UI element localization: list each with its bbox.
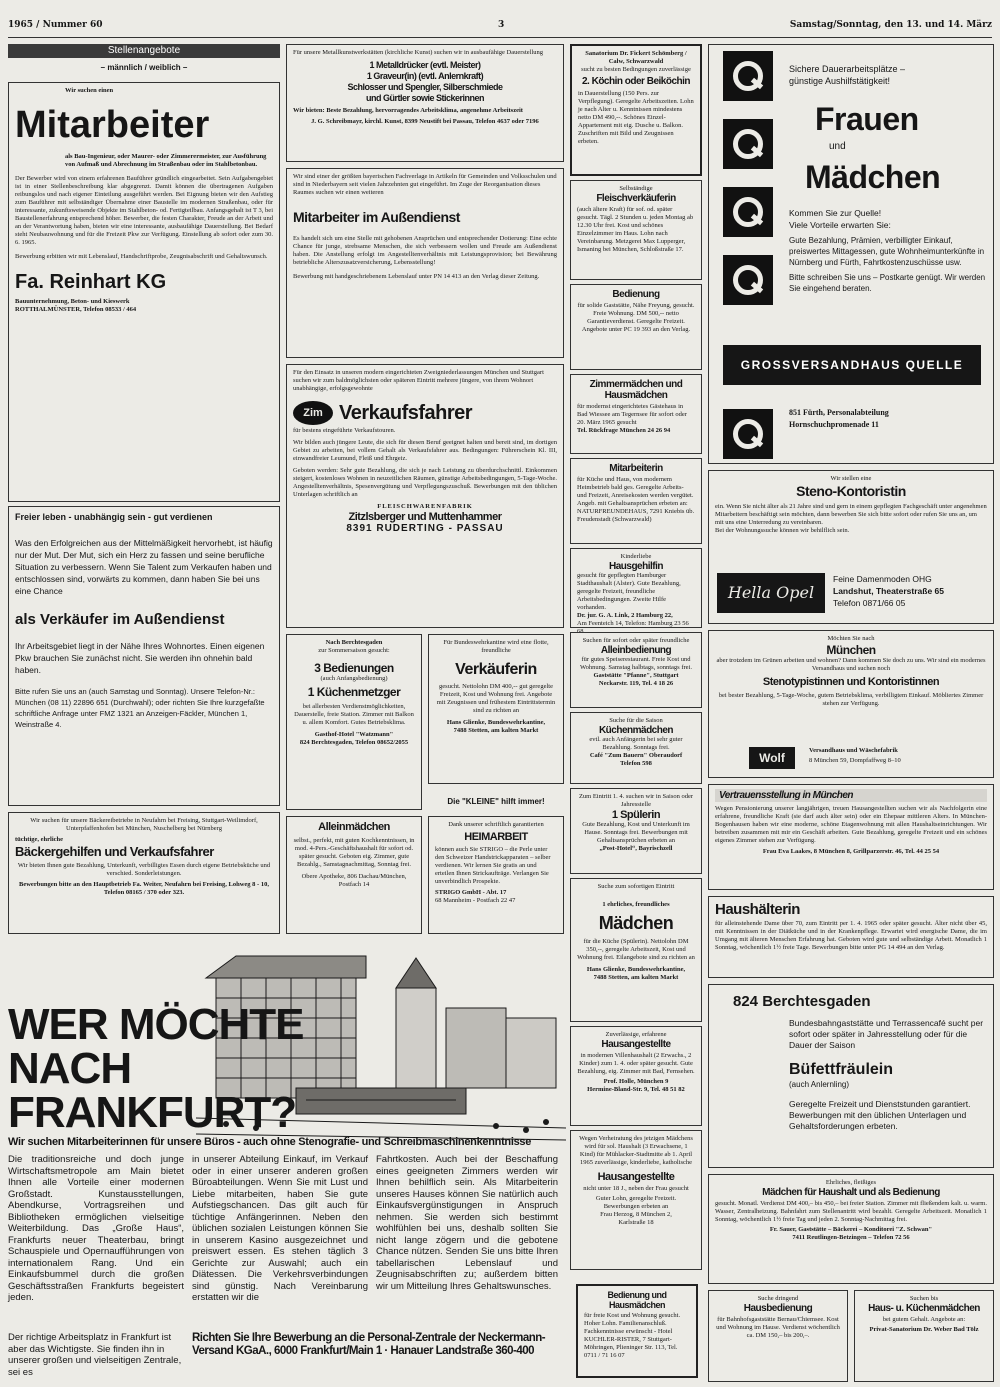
ad-laakes (708, 784, 994, 890)
neckermann-headline-2: NACH (8, 1044, 132, 1093)
schreibmayr-item-1: 1 Metalldrücker (evtl. Meister) (369, 60, 481, 70)
column-2 (286, 44, 564, 944)
quelle-und: und (829, 141, 846, 152)
holle-intro: Zuverlässige, erfahrene (605, 1031, 667, 1038)
reinhart-company: Fa. Reinhart KG (15, 271, 167, 293)
post-body: Gute Bezahlung, Kost und Unterkunft im Hause. Sonntags frei. Bewerbungen mit Gehaltsansprüchen erbeten an (582, 821, 690, 844)
ad-haushaelterin (708, 896, 994, 978)
opel-company-1: Feine Damenmoden OHG (833, 574, 932, 584)
berch-sub: (auch Anlernling) (789, 1080, 850, 1089)
opel-body-2: Bei der Wohnungssuche können wir behilflich sein. (715, 527, 850, 534)
post-intro: Zum Eintritt 1. 4. suchen wir in Saison oder Jahresstelle (578, 793, 694, 808)
schwan-intro: Ehrliches, fleißiges (825, 1179, 877, 1186)
zim-intro: Für den Einsatz in unseren modern eingerichteten Zweigniederlassungen München und Stuttgart suchen wir zum baldmöglichsten oder späteren Eintritt mehrere jüngere, von ihrem Wohnort unabhängige, erfolgsgewohnte (293, 369, 544, 392)
opel-intro: Wir stellen eine (830, 475, 872, 482)
laakes-body: Wegen Pensionierung unserer langjährigen, treuen Hausangestellten suchen wir als Nachfolgerin eine erfahrene, freundliche Kraft (sie darf auch älter sein) oder ein Ehepaar mittleren Alters. In München-Bogenhausen haben wir eine moderne, schöne Etagenwohnung mit allen Haushaltseinrichtungen. Wir betreiben zusammen mit mir ein Geschäft arbeiten. Gute Bezahlung, geregelte Freizeit und ein schönes eigenes Zimmer stehen zur Verfügung. (715, 805, 987, 844)
glienke1-intro: Für Bundeswehrkantine wird eine flotte, freundliche (443, 639, 549, 654)
bernau-title: Hausbedienung (743, 1303, 813, 1314)
watzmann-sub: zur Sommersaison gesucht: (318, 647, 390, 654)
schreibmayr-item-4: und Gürtler sowie Stickerinnen (365, 93, 485, 103)
watzmann-company: Gasthof-Hotel "Watzmann" (314, 731, 394, 738)
ad-alleinmaedchen (286, 816, 422, 934)
quelle-line-6: Bitte schreiben Sie uns – Postkarte genügt. Wir werden Sie eingehend beraten. (789, 273, 986, 293)
verlag-apply: Bewerbung mit handgeschriebenem Lebenslauf unter PN 14 413 an den Verlag dieser Zeitung. (293, 273, 540, 280)
zim-subtitle: für bestens eingeführte Verkaufstouren. (293, 427, 396, 434)
allein-title: Alleinmädchen (318, 821, 390, 833)
opel-body: ein. Wenn Sie nicht älter als 21 Jahre sind und gern in einem gepflegten Fachgeschäft unter angenehmen Mitarbeitern beschäftigt sein möchten, dann bewerben Sie sich bitte sofort oder rufen Sie uns an, um mit uns eine Unterredung zu vereinbaren. (715, 503, 987, 526)
ad-post-hotel (570, 788, 702, 874)
ad-faeckler (8, 506, 280, 806)
quelle-q-icon (723, 409, 773, 459)
column-3 (570, 44, 702, 1384)
verlag-body: Es handelt sich um eine Stelle mit gehobenen Ansprüchen und entsprechender Dotierung: Eine echte Chance für junge, strebsame Menschen, die sich verbessern wollen und Freude am Außendienst haben. Die Anstellung erfolgt im Angestelltenverhältnis mit Leistungsprovision; bei Bewährung betriebliche Alterszusatzversicherung, Lebensstellung! (293, 235, 557, 266)
ad-quelle (708, 44, 994, 464)
bed1-title: Bedienung (612, 289, 660, 300)
schwan-address: 7411 Reutlingen-Betzingen – Telefon 72 56 (792, 1234, 910, 1241)
reinhart-intro: Wir suchen einen (65, 87, 114, 94)
ad-fickert (570, 44, 702, 176)
link-address: Am Feenteich 14, Telefon: Hamburg 23 56 (577, 620, 689, 627)
strigo-title: HEIMARBEIT (464, 831, 528, 843)
lupperger-title: Fleischverkäuferin (596, 193, 676, 204)
zim-title: Verkaufsfahrer (339, 401, 473, 424)
strigo-intro: Dank unserer schriftlich garantierten (448, 821, 544, 828)
ad-mangold (570, 1130, 702, 1270)
issue-number: 1965 / Nummer 60 (8, 20, 103, 30)
watzmann-title-1: 3 Bedienungen (314, 661, 394, 675)
reinhart-body: Der Bewerber wird von einem erfahrenen Bauführer gründlich eingearbeitet. Sein Aufgabengebiet ist in einer Stellenbeschreibung klar abgegrenzt. Damit können die übertragenen Aufgaben reibungslos und nach eigener Einteilung ausgeführt werden. Bei Eignung bieten wir den Aufstieg zum Bauführer mit selbständiger Übernahme einer Baustelle im modernen Straßenbau, oder für interessante, zukunftsweisende Objekte im Stahlbeton- od. Fertigteilbau. Anfangsgehalt ist T 3, bei Baustellenerfahrung entsprechend höher. Bewerber, die festen Charakter, Freude an der Arbeit und an der Verantwortung haben, bieten wir eine interessante, ausbaufähige Dauerstellung. Bei Bedarf steht Neubauwohnung und für die Freizeit Pkw zur Verfügung. Einstellung ab sofort oder zum 30. 6. 1965. (15, 175, 273, 246)
glienke1-title: Verkäuferin (455, 661, 537, 678)
glienke1-company: Hans Glienke, Bundeswehrkantine, (446, 719, 546, 726)
kniebis-body: für Küche und Haus, von modernem Heimbetrieb bald ges. Geregelte Arbeits- und Freizeit, Anreisekosten werden vergütet. Angeb. mit Gehaltsansprüchen erbeten an: NATURFREUNDEHAUS, 7291 Kniebis üb. Freudenstadt (Schwarzwald) (577, 476, 695, 523)
quelle-banner: GROSSVERSANDHAUS QUELLE (723, 345, 981, 385)
hella-opel-logo: Hella Opel (717, 573, 825, 613)
wolf-logo: Wolf (749, 747, 795, 769)
toelz-intro: Suchen bis (909, 1295, 939, 1302)
ad-weiter (8, 812, 280, 934)
weiter-title: Bäckergehilfen und Verkaufsfahrer (15, 844, 214, 859)
ad-schwan (708, 1174, 994, 1284)
faeckler-p2: Ihr Arbeitsgebiet liegt in der Nähe Ihres Wohnortes. Einen eigenen Pkw brauchen Sie zunächst nicht. Sie werden ihn ohnehin bald haben. (15, 641, 265, 675)
weiter-intro: Wir suchen für unsere Bäckereibetriebe in Neufahrn bei Freising, Stuttgart-Weilimdorf, Unterpfaffenhofen bei München, Nuschelberg bei Nürnberg (30, 817, 258, 832)
schreibmayr-item-2: 1 Graveur(in) (evtl. Anlernkraft) (366, 71, 484, 81)
link-body: gesucht für gepflegten Hamburger Stadthaushalt (Alster). Gute Bezahlung, geregelte Freizeit, freundliche Arbeitsbedingungen. Zweite Hilfe vorhanden. (577, 572, 681, 611)
fickert-intro: Sanatorium Dr. Fickert Schömberg / Calw, Schwarzwald (585, 50, 687, 65)
glienke1-address: 7488 Stetten, am kalten Markt (453, 727, 539, 734)
issue-date: Samstag/Sonntag, den 13. und 14. März (789, 20, 992, 30)
laakes-signature: Frau Eva Laakes, 8 München 8, Grillparzerstr. 46, Tel. 44 25 54 (762, 848, 940, 855)
faeckler-headline: Freier leben - unabhängig sein - gut verdienen (15, 512, 213, 522)
masthead (8, 18, 992, 38)
ad-verlag (286, 168, 564, 358)
pfanne-intro: Suchen für sofort oder später freundliche (582, 637, 690, 644)
wolf-company-1: Versandhaus und Wäschefabrik (809, 747, 898, 754)
zim-title-row (293, 401, 557, 425)
wolf-company-2: 8 München 59, Dompfaffweg 8–10 (809, 757, 901, 764)
ad-neckermann (0, 948, 566, 1384)
watzmann-intro: Nach Berchtesgaden (325, 639, 383, 646)
ad-berchtesgaden (708, 984, 994, 1168)
glienke2-intro: Suche zum sofortigen Eintritt (597, 883, 675, 890)
watzmann-address: 824 Berchtesgaden, Telefon 08652/2055 (299, 739, 409, 746)
page-number: 3 (498, 20, 505, 30)
schreibmayr-offer: Wir bieten: Beste Bezahlung, hervorragendes Arbeitsklima, angenehme Arbeitszeit (293, 107, 523, 114)
quelle-q-icon (723, 187, 773, 237)
weiter-apply: Bewerbungen bitte an den Hauptbetrieb Fa. Weiter, Neufahrn bei Freising, Lohweg 8 - 10, Telefon 08165 / 370 oder 323. (19, 881, 269, 896)
mangold-body: Guter Lohn, geregelte Freizeit. Bewerbungen erbeten an (595, 1195, 677, 1210)
tegernsee-body: für modernst eingerichtetes Gästehaus in Bad Wiessee am Tegernsee für sofort oder 20. März 1965 gesucht (577, 403, 687, 426)
schwan-body: gesucht. Monatl. Verdienst DM 400,– bis 450,– bei freier Station. Zimmer mit fließendem kalt. u. warm. Wasser, Zentralheizung. Bahnfahrt zum Stellenantritt wird bezahlt. Geregelte Arbeitszeit. Monatlich 1 Sonntag, wöchentlich 1½ freie Tag und jeden 2. Sonntag-Nachmittag frei. (715, 1200, 987, 1223)
quelle-line-1: Sichere Dauerarbeitsplätze – (789, 64, 906, 74)
mangold-sub: nicht unter 18 J., neben der Frau gesucht (583, 1185, 689, 1192)
quelle-line-2: günstige Aushilfstätigkeit! (789, 76, 891, 86)
schwan-signature: Fr. Sauer, Gaststätte – Bäckerei – Konditorei "Z. Schwan" (769, 1226, 933, 1233)
ad-bernau (708, 1290, 848, 1382)
neckermann-column-1b: Der richtige Arbeitsplatz in Frankfurt ist aber das Wichtigste. Sie finden ihn in unserer großen und vielseitigen Zentrale, sei es (8, 1332, 182, 1378)
glienke2-body: für die Küche (Spülerin). Nettolohn DM 350,--, geregelte Arbeitszeit, Kost und Wohnung frei. Eilangebote sind zu richten an (577, 938, 695, 961)
zim-kind: FLEISCHWARENFABRIK (377, 503, 473, 510)
schwan-title: Mädchen für Haushalt und als Bedienung (762, 1187, 940, 1198)
lupperger-body: (auch ältere Kraft) für sof. od. später gesucht. Tägl. 2 Stunden u. jeden Montag ab 12.30 Uhr frei. Kost und schönes Einzelzimmer im Haus. Lohn nach Vereinbarung. Metzgerei Max Lupperger, Ismaning bei München, Schloßstraße 17. (577, 206, 694, 253)
neckermann-subheadline: Wir suchen Mitarbeiterinnen für unsere Büros - auch ohne Stenografie- und Schreibmaschinenkenntnisse (8, 1136, 532, 1148)
allein-body: selbst., perfekt, mit guten Kochkenntnissen, in mod. 4-Pers.-Geschäftshaushalt für sofort od. später gesucht. Geboten eig. Zimmer, gute Bezahlg., Samstagnachmittag, Sonntag frei. (293, 837, 415, 868)
post-company: „Post-Hotel“, Bayrischzell (599, 845, 673, 852)
schreibmayr-intro: Für unsere Metallkunstwerkstätten (kirchliche Kunst) suchen wir in ausbaufähige Dauerstellung (293, 49, 543, 56)
wolf-body: bei bester Bezahlung, 5-Tage-Woche, gutem Betriebsklima, verbilligtem Einkauf. Möbliertes Zimmer stehen zur Verfügung. (718, 692, 984, 707)
ad-toelz (854, 1290, 994, 1382)
watzmann-title-2: 1 Küchenmetzger (307, 685, 401, 699)
reinhart-sub: Bauunternehmung, Beton- und Kieswerk (15, 298, 130, 305)
ad-zim (286, 364, 564, 628)
toelz-title: Haus- u. Küchenmädchen (868, 1303, 980, 1314)
glienke1-body: gesucht. Nettolohn DM 400,-- gut geregelte Freizeit, Kost und Wohnung frei. Angebote mit Zeugnissen und frühestem Eintrittstermin sind zu richten an (436, 683, 556, 714)
holle-address: Hermine-Bland-Str. 9, Tel. 48 51 82 (587, 1086, 685, 1093)
berch-city: 824 Berchtesgaden (733, 993, 871, 1010)
pfanne-title: Alleinbedienung (600, 645, 672, 656)
neckermann-column-2: in unserer Abteilung Einkauf, im Verkauf oder in einer unserer anderen großen Büroabteilungen. Wenn Sie mit Lust und Liebe mitarbeiten, haben Sie gute Aufstiegschancen. Das gilt auch für tüchtige Anfängerinnen. Neben den üblichen sozialen Leistungen können Sie in unserem Kasino ausgezeichnet und preiswert essen. Es stehen täglich 3 Gerichte zur Auswahl; auch ein Diätessen. Die Verkehrsverbindungen sind günstig. Nach Vereinbarung erstatten wir die (192, 1154, 368, 1303)
fickert-body: in Dauerstellung (150 Pers. zur Verpflegung). Geregelte Arbeitszeiten. Lohn je nach Alter u. Kenntnissen mindestens netto DM 490,--. Schönes Einzel-Appartement mit eig. Dusche u. Balkon. Zuschriften mit Bild und Zeugnissen erbeten. (578, 90, 694, 145)
ad-holle (570, 1026, 702, 1126)
section-title: Stellenangebote (8, 44, 280, 58)
reinhart-lead: als Bau-Ingenieur, oder Maurer- oder Zimmerermeister, zur Ausführung von Aufmaß und Abrechnung im Straßenbau oder im Stahlbetonbau. (65, 153, 267, 168)
ad-reinhart (8, 82, 280, 502)
pfanne-company: Gaststätte "Pfanne", Stuttgart (593, 672, 679, 679)
ad-tegernsee (570, 374, 702, 454)
glienke2-company: Hans Glienke, Bundeswehrkantine, (586, 966, 686, 973)
bernau-intro: Suche dringend (757, 1295, 799, 1302)
neckermann-column-3: Fahrtkosten. Auch bei der Beschaffung eines geeigneten Zimmers werden wir Ihnen behilflich sein. Als Mitarbeiterin unseres Hauses können Sie natürlich auch Einkaufsvergünstigungen in Anspruch nehmen. Sie werden sich bestimmt wohlfühlen bei uns, deshalb sollten Sie nicht lange zögern und die gebotene Chance nützen. Senden Sie uns bitte Ihren tabellarischen Lebenslauf und Zeugnisabschriften zu; außerdem bitten wir um Mitteilung Ihres Gehaltswunsches. (376, 1154, 558, 1292)
schreibmayr-signature: J. G. Schreibmayr, kirchl. Kunst, 8399 Neustift bei Passau, Telefon 4637 oder 7196 (311, 118, 539, 125)
bauern-intro: Suche für die Saison (609, 717, 663, 724)
link-title: Hausgehilfin (608, 561, 663, 572)
quelle-q-icon (723, 51, 773, 101)
quelle-copy (789, 63, 989, 294)
zim-body-2: Geboten werden: Sehr gute Bezahlung, die sich je nach Leistung zu überdurchschnittl. Einkommen steigert, kostenloses Wohnen in neuzeitlichen Räumen, günstige Arbeitsbedingungen, 5-Tage-Woche. Angestelltenverhältnis, Spesenvergütung und Verpflegungszuschuß. Bewerbungen mit den üblichen Unterlagen schriftlich an (293, 467, 557, 498)
bauern-company: Café "Zum Bauern" Oberaudorf (589, 752, 683, 759)
wolf-intro: Möchten Sie nach (827, 635, 875, 642)
bauern-body: evtl. auch Anfängerin bei sehr guter Bezahlung. Sonntags frei. (589, 736, 683, 751)
ad-lupperger (570, 180, 702, 280)
ad-strigo (428, 816, 564, 934)
faeckler-p3: Bitte rufen Sie uns an (auch Samstag und Sonntag). Unsere Telefon-Nr.: München (08 11) 22896 651 (Durchwahl); oder richten Sie Ihre kurzgefaßte schriftliche Anfrage unter FMZ 1321 an Anzeigen-Fäckler, München 1, Weinstraße 4. (15, 687, 265, 729)
kuchler-title: Bedienung und Hausmädchen (607, 1290, 667, 1310)
glienke2-title: Mädchen (598, 913, 674, 933)
ad-bedienung-freyung (570, 284, 702, 370)
neckermann-apply: Richten Sie Ihre Bewerbung an die Personal-Zentrale der Neckermann-Versand KGaA., 6000 Frankfurt/Main 1 · Hanauer Landstraße 360-400 (192, 1332, 546, 1357)
opel-company-2: Landshut, Theaterstraße 65 (833, 586, 945, 596)
quelle-title-maedchen: Mädchen (805, 159, 941, 195)
strigo-company: STRIGO GmbH - Abt. 17 (435, 889, 507, 896)
wolf-title: Stenotypistinnen und Kontoristinnen (762, 676, 940, 688)
pfanne-address: Neckarstr. 119, Tel. 4 18 26 (598, 680, 674, 687)
holle-body: in modernen Villenhaushalt (2 Erwachs., 2 Kinder) zum 1. 4. oder später gesucht. Gute Bezahlung, eig. Zimmer mit Bad, Fernsehen. (577, 1052, 695, 1075)
schreibmayr-item-3: Schlosser und Spengler, Silberschmiede (347, 82, 503, 92)
faeckler-p1: Was den Erfolgreichen aus der Mittelmäßigkeit hervorhebt, ist häufig nur der Mut. Der Mut, sich ein Herz zu fassen und seine berufliche Situation zu verbessern. Wenn Sie Talent zum Verkaufen haben und entschlossen sind, vorwärts zu kommen, dann haben Sie bei uns eine Chance (15, 538, 273, 596)
mangold-title: Hausangestellte (597, 1171, 675, 1183)
toelz-signature: Privat-Sanatorium Dr. Weber Bad Tölz (869, 1326, 979, 1333)
column-4 (708, 44, 994, 1384)
section-subtitle: – männlich / weiblich – (100, 63, 188, 72)
zim-company: Zitzlsberger und Muttenhammer (348, 511, 502, 523)
berch-body: Bundesbahngaststätte und Terrassencafé sucht per sofort oder später in Jahresstellung oder für die Dauer der Saison (789, 1018, 984, 1050)
mangold-company: Frau Herzog, 8 München 2, (600, 1211, 672, 1218)
laakes-title: Vertrauensstellung in München (715, 789, 987, 802)
mangold-intro: Wegen Verheiratung des jetzigen Mädchens wird für sol. Haushalt (3 Erwachsene, 1 Kind) für Mühlacker-Stadtmitte ab 1. April 1965 zuverlässige, kinderliebe, katholische (579, 1135, 693, 1166)
strigo-address: 68 Mannheim - Postfach 22 47 (435, 897, 516, 904)
pfanne-body: für gutes Speiserestaurant. Freie Kost und Wohnung. Samstag halbtags, sonntags frei. (580, 656, 692, 671)
zim-address: 8391 RUDERTING - PASSAU (346, 523, 504, 534)
haus-title: Haushälterin (715, 901, 800, 918)
reinhart-apply: Bewerbung erbitten wir mit Lebenslauf, Handschriftprobe, Zeugnisabschrift und Gehaltswunsch. (15, 253, 268, 260)
wolf-line-1: aber trotzdem im Grünen arbeiten und wohnen? Dann kommen Sie doch zu uns. Wir sind ein modernes Versandhaus und suchen noch (716, 657, 986, 672)
ad-glienke-2 (570, 878, 702, 1022)
bed1-body: für solide Gaststätte, Nähe Freyung, gesucht. Freie Wohnung. DM 500,-- netto Garantieverdienst. Geregelte Freizeit. Angebote unter PC 19 393 an den Verlag. (577, 302, 695, 333)
toelz-body: bei gutem Gehalt. Angebote an: (882, 1316, 966, 1323)
allein-address: Obere Apotheke, 806 Dachau/München, Postfach 14 (301, 873, 407, 888)
kuchler-body: für freie Kost und Wohnung gesucht. Hoher Lohn. Familienanschluß. Fachkenntnisse erwünscht - Hotel KUCHLER-RISTER, 7 Stuttgart-Möhringen, Plieninger Str. 113, Tel. 0711 / 71 16 07 (584, 1312, 681, 1359)
fickert-sub: sucht zu besten Bedingungen zuverlässige (581, 66, 691, 73)
link-intro: Kinderliebe (620, 553, 652, 560)
haus-body: für alleinstehende Dame über 70, zum Eintritt per 1. 4. 1965 oder später gesucht. Älter nicht über 45, mit Kenntnissen in der Diätküche und in der Krankenpflege. Erwartet wird energische Dame, die im Umgang mit älteren Menschen Erfahrung hat. Geboten wird gute und selbständige Arbeit. Monatlich 1 Sonntag, wöchentlich 1½ freie Tage. Bewerbungen bitte unter PG 14 494 an den Verlag. (715, 920, 987, 951)
opel-company-3: Telefon 0871/66 05 (833, 598, 906, 608)
quelle-q-icon (723, 119, 773, 169)
wolf-city: München (826, 643, 876, 657)
berch-title: Büfettfräulein (789, 1061, 893, 1078)
holle-company: Prof. Holle, München 9 (603, 1078, 669, 1085)
verlag-title: Mitarbeiter im Außendienst (293, 209, 460, 225)
watzmann-body: bei allerbesten Verdienstmöglichkeiten, Dauerstelle, freie Station. Zimmer mit Balkon u. allem Komfort. Gutes Betriebsklima. (294, 703, 414, 726)
ad-kniebis (570, 458, 702, 544)
ad-watzmann (286, 634, 422, 810)
column-1 (8, 44, 280, 959)
quelle-q-icon (723, 255, 773, 305)
link-company: Dr. jur. G. A. Link, 2 Hamburg 22, (577, 612, 673, 619)
zim-logo: Zim (293, 401, 333, 425)
quelle-line-4: Viele Vorteile erwarten Sie: (789, 220, 891, 230)
neckermann-headline-3: FRANKFURT? (8, 1088, 297, 1137)
bauern-address: Telefon 598 (620, 760, 652, 767)
glienke2-sub: 1 ehrliches, freundliches (602, 901, 670, 908)
neckermann-headline-1: WER MÖCHTE (8, 1000, 304, 1049)
bernau-body: für Bahnhofsgaststätte Bernau/Chiemsee. Kost und Wohnung im Hause. Verdienst wöchentlich ca. DM 150,– bis 200,–. (716, 1316, 840, 1339)
ad-kuchler (576, 1284, 698, 1378)
ad-glienke-1 (428, 634, 564, 784)
ad-bauern (570, 712, 702, 784)
ad-schreibmayr (286, 44, 564, 162)
fickert-title: 2. Köchin oder Beiköchin (581, 76, 691, 87)
berch-body-2: Geregelte Freizeit und Dienststunden garantiert. Bewerbungen mit den üblichen Unterlagen und Gehaltsforderungen erbeten. (789, 1099, 971, 1131)
neckermann-column-1: Die traditionsreiche und doch junge Wirtschaftsmetropole am Main bietet Ihnen alle Vorteile einer modernen Großstadt. Kunstausstellungen, Abendkurse, Vortragsreihen und Bibliotheken ermöglichen vielseitige Weiterbildung. Das „Große Haus“, Frankfurts neuer Theaterbau, bringt Schauspiele und Opernaufführungen von internationalem Rang. Und ein Einkaufsbummel durch die großen Geschäftsstraßen Frankfurts begeistert jeden. (8, 1154, 184, 1303)
ad-wolf (708, 630, 994, 778)
weiter-body: Wir bieten Ihnen gute Bezahlung, Unterkunft, verbilligtes Essen durch eigene Betriebsküche und verschied. Sonderleistungen. (17, 862, 271, 877)
ad-pfanne (570, 632, 702, 708)
quelle-line-3: Kommen Sie zur Quelle! (789, 208, 882, 218)
weiter-tag: tüchtige, ehrliche (15, 836, 64, 843)
strigo-body: können auch Sie STRIGO – die Perle unter den Schweizer Handstrickapparaten – selber verdienen. Wir lernen Sie gratis an und erteilen Ihnen Strickaufträge. Verlangen Sie unverbindlich Prospekte. (435, 846, 551, 885)
kniebis-title: Mitarbeiterin (609, 463, 663, 474)
reinhart-title: Mitarbeiter (15, 104, 210, 146)
quelle-address-2: Hornschuchpromenade 11 (789, 420, 879, 429)
watzmann-title-1-sub: (auch Anfangsbedienung) (320, 675, 388, 682)
faeckler-title: als Verkäufer im Außendienst (15, 611, 225, 628)
kleine-tagline: Die "KLEINE" hilft immer! (447, 797, 545, 806)
post-title: 1 Spülerin (611, 809, 661, 821)
ad-hella-opel (708, 470, 994, 624)
lupperger-intro: Selbständige (619, 185, 653, 192)
zim-body: Wir bilden auch jüngere Leute, die sich für diesen Beruf geeignet halten und bereit sind, im dortigen Gebiet zu arbeiten, bei vollem Gehalt als Verkaufsfahrer aus. Bedingungen: Führerschein Kl. III, einwandfreier Leumund, Fleiß und Ehrgeiz. (293, 439, 557, 462)
tegernsee-tel: Tel. Rückfrage München 24 26 94 (577, 427, 671, 434)
quelle-address-1: 851 Fürth, Personalabteilung (789, 408, 889, 417)
quelle-line-5: Gute Bezahlung, Prämien, verbilligter Einkauf, preiswertes Mittagessen, gute Wohnheimunterkünfte in Nürnberg und Fürth, Fahrtkostenzuschüsse usw. (789, 236, 985, 267)
verlag-intro: Wir sind einer der größten bayerischen Fachverlage in Artikeln für Gemeinden und Volksschulen und sind in Niederbayern seit vielen Jahrzehnten gut eingeführt. Im Zuge der Reorganisation dieses Raumes suchen wir einen weiteren (293, 173, 557, 196)
opel-title: Steno-Kontoristin (796, 483, 906, 499)
mangold-address: Karlstraße 18 (618, 1219, 654, 1226)
quelle-title-frauen: Frauen (815, 101, 919, 137)
reinhart-address: ROTTHALMÜNSTER, Telefon 08533 / 464 (15, 306, 137, 313)
holle-title: Hausangestellte (601, 1039, 671, 1050)
tegernsee-title: Zimmermädchen und Hausmädchen (589, 379, 683, 401)
ad-link (570, 548, 702, 628)
glienke2-address: 7488 Stetten, am kalten Markt (593, 974, 679, 981)
bauern-title: Küchenmädchen (598, 725, 674, 736)
